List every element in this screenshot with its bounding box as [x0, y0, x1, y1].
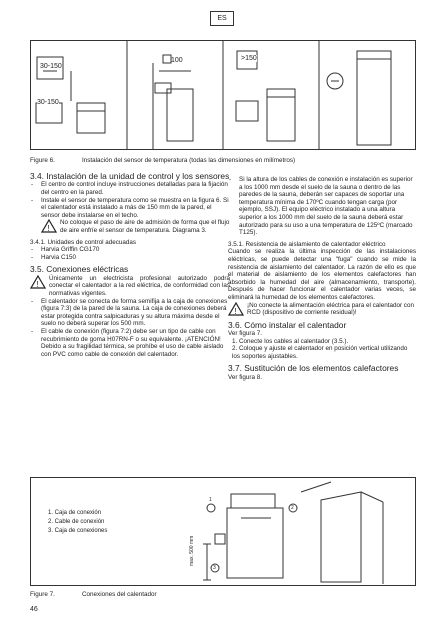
paragraph: Cuando se realiza la última inspección de las instalaciones eléctricas, se puede detectar una "fuga" cuando se mide la resistencia de aislamiento del calentador. La razón de ello es que el material de aislamiento de los elementos calefactores han absorbido la humedad del aire (almacenamiento, transporte). Después de hacer funcionar el calentador varias veces, se eliminará la humedad de los elementos calefactores. — [228, 248, 416, 301]
list-item: - El calentador se conecta de forma semifija a la caja de conexiones (figura 7:3) de la pared de la sauna. La caja de conexiones deberá estar protegida contra salpicaduras y su altura máxima desde el suelo no deberá superar los 500 mm. — [30, 298, 230, 328]
section-3-5-heading: 3.5. Conexiones eléctricas — [30, 264, 129, 275]
warning-note — [41, 219, 230, 234]
right-column — [228, 176, 416, 381]
callout-number: 1 — [209, 497, 212, 503]
warning-text: No coloque el paso de aire de admisión de forma que el flujo de aire enfríe el sensor de temperatura. Diagrama 3. — [60, 219, 230, 234]
list-item: - El centro de control incluye instrucciones detalladas para la fijación del centro en la pared. — [30, 181, 230, 196]
caption-number: Figure 6. — [30, 157, 55, 164]
dimension-label: 100 — [171, 57, 183, 64]
left-column — [30, 172, 230, 358]
list-item: 2. Coloque y ajuste el calentador en posición vertical utilizando los soportes ajustables. — [232, 345, 408, 360]
language-tag: ES — [210, 11, 234, 26]
warning-text: ¡No conecte la alimentación eléctrica para el calentador con RCD (dispositivo de corriente residual)! — [247, 301, 414, 317]
section-3-4-1-heading: 3.4.1. Unidades de control adecuadas — [30, 238, 137, 246]
figure-6-drawing — [31, 41, 415, 149]
install-steps — [228, 338, 416, 361]
caption-text: Conexiones del calentador — [82, 591, 157, 598]
cable-list — [228, 176, 416, 237]
callout-number: 2 — [291, 505, 294, 511]
figure-7-caption — [30, 591, 157, 598]
see-figure: Ver figura 8. — [228, 373, 262, 381]
legend-item: 1. Caja de conexión — [48, 510, 102, 516]
dimension-label: 30-150 — [37, 99, 59, 106]
warning-icon — [30, 275, 46, 289]
figure-6 — [30, 40, 416, 150]
list-item: - Instale el sensor de temperatura como se muestra en la figura 6. Si el calentador está instalado a más de 150 mm de la pared, el sensor debe instalarse en el techo. — [30, 197, 230, 220]
caption-number: Figure 7. — [30, 591, 55, 598]
callout-number: 3 — [213, 565, 216, 571]
dimension-label: 30-150 — [40, 63, 62, 70]
list-item: 1. Conecte los cables al calentador (3.5.). — [232, 337, 349, 345]
warning-text: Únicamente un electricista profesional autorizado podrá conectar el calentador a la red eléctrica, de conformidad con las normativas vigentes. — [49, 274, 230, 297]
section-3-4-list — [30, 181, 230, 219]
see-figure: Ver figura 7. — [228, 330, 262, 338]
figure-6-caption — [30, 157, 295, 164]
svg-text:!: ! — [47, 224, 50, 234]
list-item: - Si la altura de los cables de conexión e instalación es superior a los 1000 mm desde el suelo de la sauna o dentro de las paredes de la sauna, deberán ser capaces de soportar una temperatura mínima de 170ºC cuando tengan carga (por ejemplo, SSJ). El equipo eléctrico instalado a una altura superior a los 1000 mm del suelo de la sauna deberá estar autorizado para su uso a una temperatura de 125ºC (marcado T125). — [228, 176, 416, 237]
warning-note — [228, 302, 416, 317]
section-3-7-heading: 3.7. Sustitución de los elementos calefactores — [228, 363, 399, 374]
control-units-list — [30, 246, 230, 261]
section-3-4-heading: 3.4. Instalación de la unidad de control y los sensores — [30, 171, 230, 181]
dimension-label: >150 — [241, 55, 257, 62]
warning-icon — [228, 302, 244, 316]
warning-icon — [41, 219, 57, 233]
section-3-6-heading: 3.6. Cómo instalar el calentador — [228, 319, 347, 330]
list-item: - Harvia C150 — [30, 254, 230, 262]
list-item: - Harvia Griffin CG170 — [30, 246, 230, 254]
legend-item: 2. Cable de conexión — [48, 519, 105, 525]
dimension-label: max. 500 mm — [189, 535, 195, 566]
warning-note — [30, 275, 230, 298]
section-3-5-1-heading: 3.5.1. Resistencia de aislamiento de calentador eléctrico — [228, 240, 386, 248]
svg-text:!: ! — [36, 279, 39, 289]
list-item: - El cable de conexión (figura 7:2) debe ser un tipo de cable con recubrimiento de goma H07RN-F o su equivalente. ¡ATENCIÓN! Debido a su fragilidad térmica, se prohíbe el uso de cable aislado con PVC como cable de conexión del calentador. — [30, 328, 230, 358]
legend-item: 3. Caja de conexiones — [48, 528, 108, 534]
section-3-5-list — [30, 298, 230, 359]
page-number: 46 — [30, 606, 38, 613]
figure-7-legend — [48, 509, 107, 536]
caption-text: Instalación del sensor de temperatura (todas las dimensiones en milímetros) — [82, 157, 296, 164]
svg-text:!: ! — [234, 306, 237, 316]
